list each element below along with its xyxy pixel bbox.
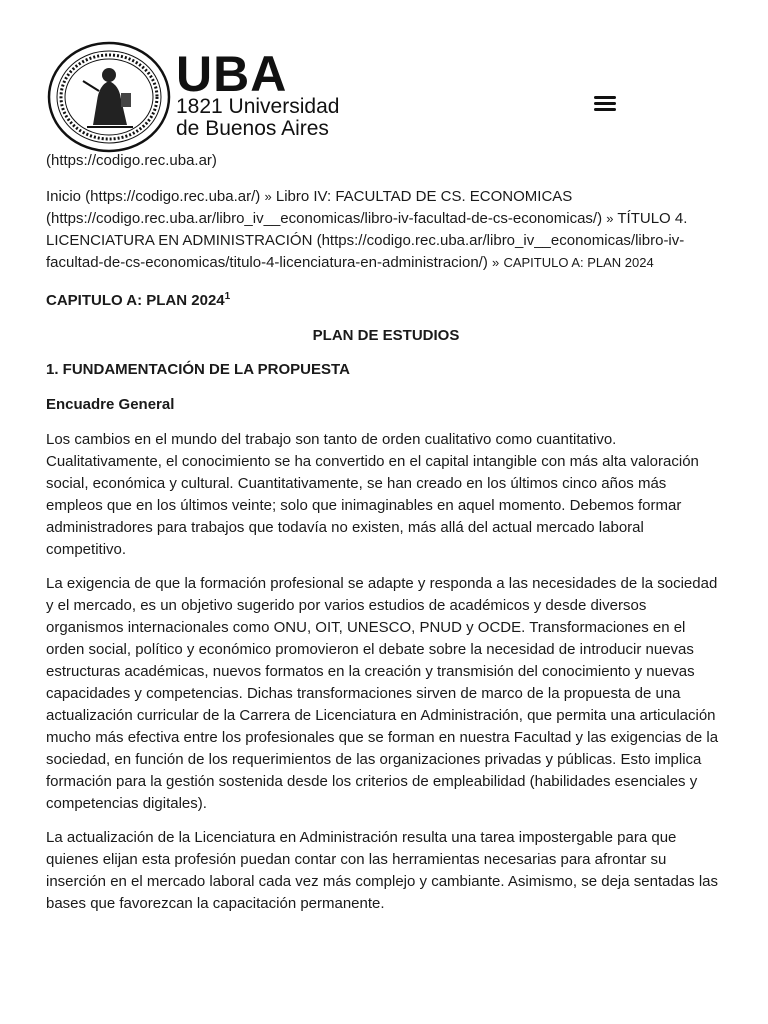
main-content [46,291,726,927]
subheading: Encuadre General [46,396,175,413]
paragraph: La actualización de la Licenciatura en Administración resulta una tarea impostergable para que quienes elijan esta profesión puedan contar con las herramientas necesarias para afrontar su inserción en el mercado laboral cada vez más complejo y cambiante. Asimismo, se deja sentadas las bases que favorezcan la capacitación permanente. [46,829,718,912]
breadcrumb-book-link[interactable]: Libro IV: FACULTAD DE CS. ECONOMICAS (https://codigo.rec.uba.ar/libro_iv__economicas/libro-iv-facultad-de-cs-economicas/) [46,188,603,227]
breadcrumb [46,186,726,274]
brand-short-name: UBA [176,46,288,102]
brand-wordmark[interactable] [176,46,340,140]
footnote-link[interactable]: 1 [224,291,231,302]
breadcrumb-separator: » [492,255,500,270]
breadcrumb-separator: » [264,189,272,204]
site-header [0,0,768,150]
breadcrumb-home-link[interactable]: Inicio (https://codigo.rec.uba.ar/) [46,188,261,205]
brand-line-1: 1821 Universidad [176,95,340,118]
brand-line-2: de Buenos Aires [176,117,329,140]
plan-heading: PLAN DE ESTUDIOS [312,327,460,344]
paragraph: Los cambios en el mundo del trabajo son tanto de orden cualitativo como cuantitativo. Cualitativamente, el conocimiento se ha convertido en el capital intangible con más alta valoración social, económica y cultural. Cuantitativamente, se han creado en los últimos cinco años más empleos que en los últimos veinte; solo que inimaginables en aquel momento. Debemos formar administradores para trabajos que todavía no existen, más allá del actual mercado laboral competitivo. [46,431,699,558]
hamburger-menu-icon[interactable] [594,96,620,116]
logo-link-url[interactable]: (https://codigo.rec.uba.ar) [46,152,217,169]
uba-seal-logo[interactable] [47,41,171,153]
paragraph: La exigencia de que la formación profesional se adapte y responda a las necesidades de la sociedad y el mercado, es un objetivo sugerido por varios estudios de académicos y desde diversos organismos internacionales como ONU, OIT, UNESCO, PNUD y OCDE. Transformaciones en el orden social, político y económico promovieron el debate sobre la necesidad de introducir nuevas estructuras académicas, nuevos formatos en la creación y transmisión del conocimiento y nuevas capacidades y competencias. Dichas transformaciones sirven de marco de la propuesta de una actualización curricular de la Carrera de Licenciatura en Administración, que permita una articulación mucho más efectiva entre los profesionales que se forman en nuestra Facultad y las exigencias de la sociedad, en función de los requerimientos de las organizaciones privadas y públicas. Esto implica formación para la gestión sostenida desde los criterios de empleabilidad (habilidades esenciales y competencias digitales). [46,575,719,812]
chapter-title-text: CAPITULO A: PLAN 2024 [46,292,225,309]
section-heading: 1. FUNDAMENTACIÓN DE LA PROPUESTA [46,361,350,378]
chapter-title [46,291,726,309]
breadcrumb-title-link[interactable]: TÍTULO 4. LICENCIATURA EN ADMINISTRACIÓN (https://codigo.rec.uba.ar/libro_iv__economicas/libro-iv-facultad-de-cs-economicas/titulo-4-licenciatura-en-administracion/) [46,210,688,271]
breadcrumb-separator: » [606,211,614,226]
breadcrumb-current: CAPITULO A: PLAN 2024 [503,255,654,270]
